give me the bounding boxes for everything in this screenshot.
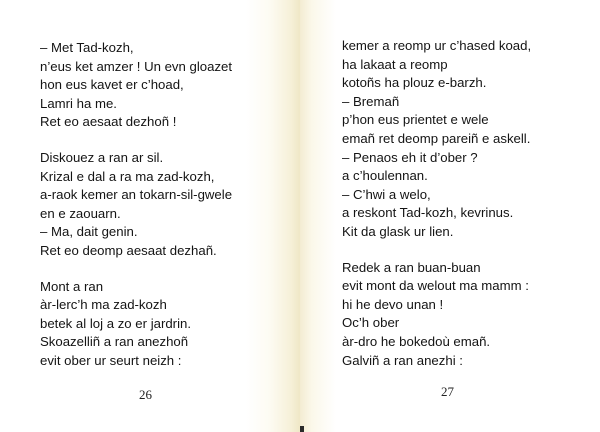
text-line: a reskont Tad-kozh, kevrinus. — [342, 205, 514, 221]
stanza — [40, 149, 232, 261]
stanza — [342, 259, 531, 371]
text-line: Skoazelliñ a ran anezhoñ — [40, 334, 189, 350]
right-page — [300, 0, 600, 432]
text-line: Ret eo aesaat dezhoñ ! — [40, 114, 177, 130]
text-line: Oc’h ober — [342, 315, 400, 331]
stanza — [40, 39, 232, 132]
text-line: betek al loj a zo er jardrin. — [40, 315, 191, 331]
text-line: en e zaouarn. — [40, 205, 121, 221]
page-number-right: 27 — [441, 384, 454, 399]
text-line: – Bremañ — [342, 93, 400, 109]
text-line: a c’houlennan. — [342, 168, 428, 184]
text-line: p’hon eus prientet e wele — [342, 112, 489, 128]
text-line: kotoñs ha plouz e-barzh. — [342, 75, 487, 91]
text-line: Diskouez a ran ar sil. — [40, 149, 164, 165]
stanza — [342, 37, 531, 242]
page-number-left: 26 — [139, 387, 152, 402]
text-line: hon eus kavet er c’hoad, — [40, 77, 184, 93]
text-line: Lamri ha me. — [40, 95, 117, 111]
text-line: – Met Tad-kozh, — [40, 40, 134, 55]
text-line: a-raok kemer an tokarn-sil-gwele — [40, 187, 233, 203]
stanza — [40, 278, 232, 371]
text-line: ha lakaat a reomp — [342, 56, 448, 72]
right-page-text — [342, 37, 531, 387]
text-line: Galviñ a ran anezhi : — [342, 352, 463, 368]
text-line: Mont a ran — [40, 278, 104, 294]
text-line: Ret eo deomp aesaat dezhañ. — [40, 242, 217, 258]
text-line: emañ ret deomp pareiñ e askell. — [342, 130, 531, 146]
text-line: Krizal e dal a ra ma zad-kozh, — [40, 168, 215, 184]
text-line: – Penaos eh it d’ober ? — [342, 149, 478, 165]
text-line: evit mont da welout ma mamm : — [342, 278, 529, 294]
text-line: kemer a reomp ur c’hased koad, — [342, 38, 532, 53]
text-line: Kit da glask ur lien. — [342, 223, 454, 239]
text-line: àr-dro he bokedoù emañ. — [342, 333, 491, 349]
text-line: – Ma, dait genin. — [40, 224, 138, 240]
text-line: hi he devo unan ! — [342, 296, 444, 312]
text-line: Redek a ran buan-buan — [342, 259, 481, 275]
text-line: evit ober ur seurt neizh : — [40, 352, 182, 368]
text-line: n’eus ket amzer ! Un evn gloazet — [40, 58, 233, 74]
spine-shadow — [300, 426, 304, 432]
text-line: àr-lerc’h ma zad-kozh — [40, 297, 167, 313]
text-line: – C’hwi a welo, — [342, 186, 431, 202]
left-page-text — [40, 39, 232, 388]
